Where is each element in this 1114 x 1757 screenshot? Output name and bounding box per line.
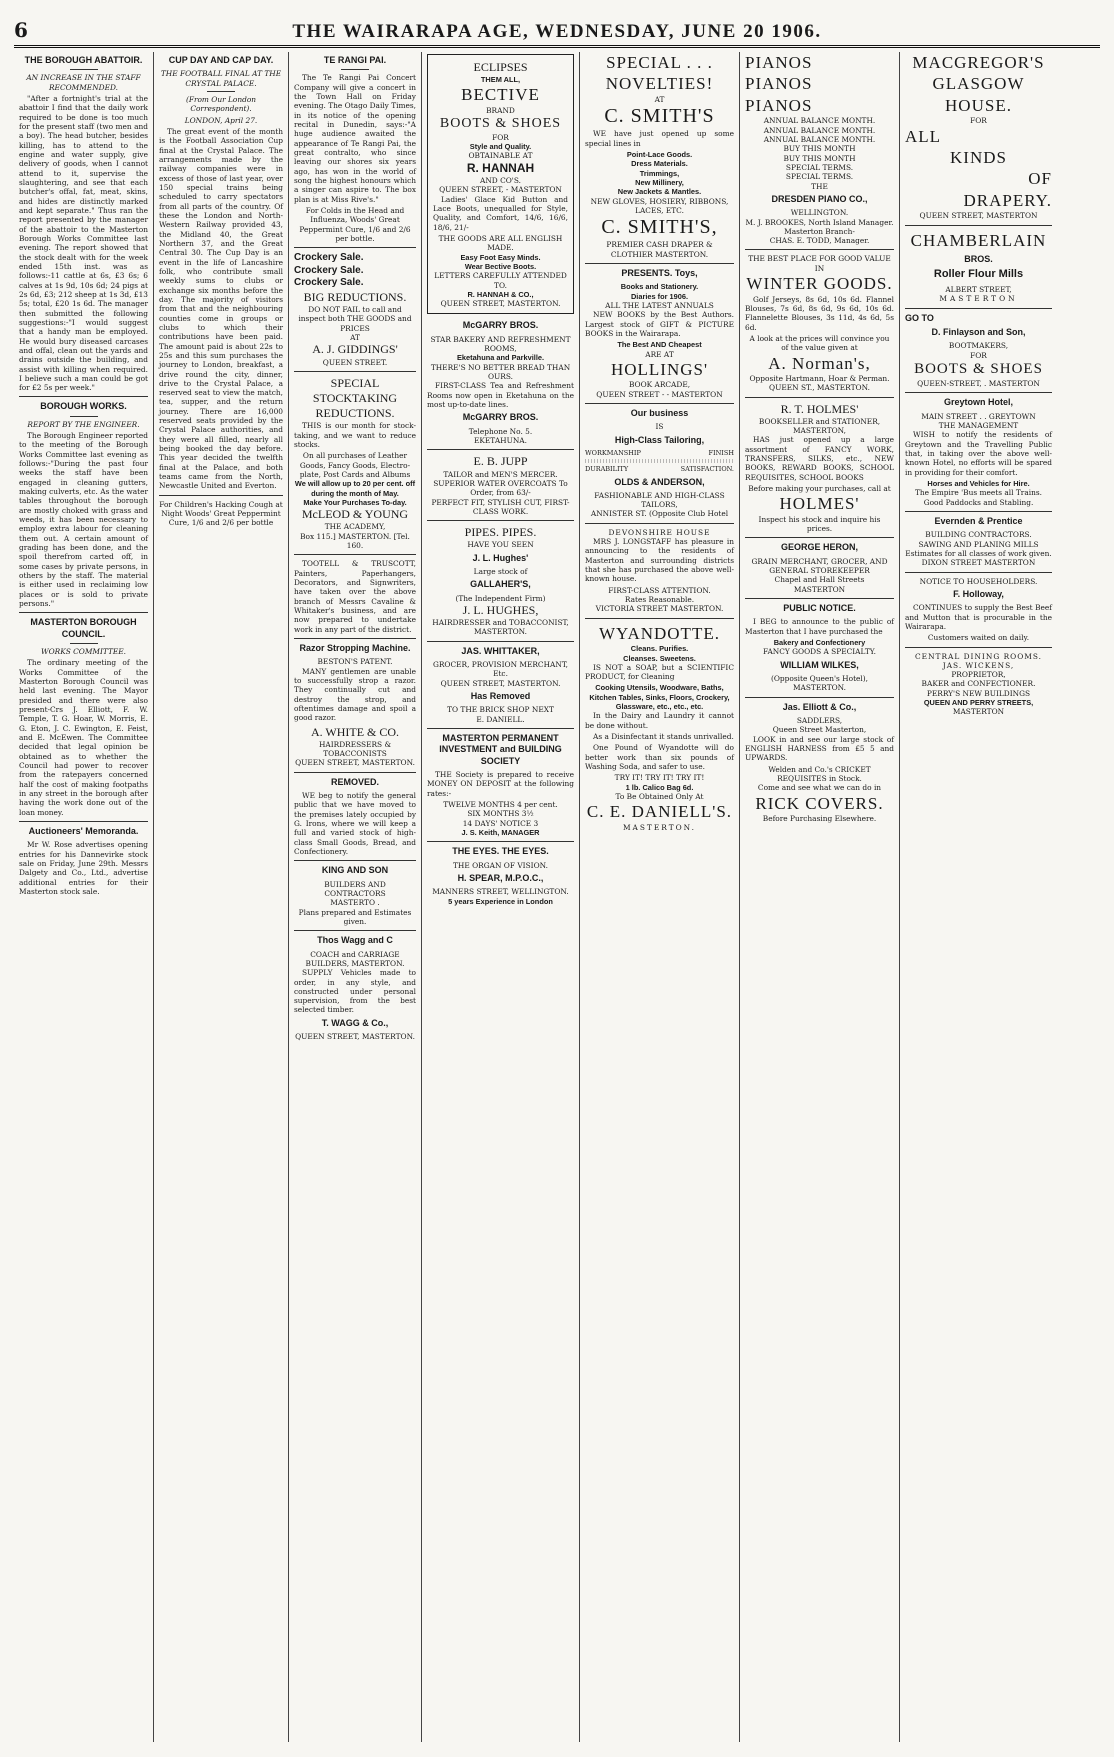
column-3 (289, 52, 422, 1742)
article-body: The great event of the month is the Football Association Cup final at the Crystal Palace. The arrangements made by the railway companies were in excess of those of last year, over 150 special trains being scheduled to carry spectators from all parts of the country. Of these the London and North-Western Railway provided 43, the Midland 40, the Great Northern 37, and the Great Central 30. The Cup Day is an event in the life of Lancashire folk, who contribute small weekly sums to clubs or exchange six months before the day. The majority of visitors from that and the neighbouring counties come in groups or clubs to which their contributions have been paid. The amount paid is about 22s to 25s and this sum purchases the journey to London, breakfast, a drive round the city, dinner, drive to the Crystal Palace, a reserved seat to view the match, tea, supper, and the return journey. There are 16,000 reserved seats provided by the Crystal Palace authorities, and they were all filled, nearly all being booked the day before. This year decided the twelfth final at the Palace, and both teams came from the North, Newcastle United and Everton. (159, 126, 283, 491)
advert-text: MANY gentlemen are unable to successfully strop a razor. They continually cut and destroy the strop, and oftentimes damage and spoil a good razor. (294, 666, 416, 723)
column-4 (422, 52, 580, 1742)
advert-text: ALL THE LATEST ANNUALS (605, 301, 714, 311)
advert-text: HAS just opened up a large assortment of FANCY WORK, TRANSFERS, SILKS, etc., NEW BOOKS, REWARD BOOKS, SCHOOL REQUISITES, SCHOOL BOOKS (745, 435, 894, 482)
eyes-heading: THE EYES. THE EYES. (452, 846, 549, 857)
advert-text: New Jackets & Mantles. (617, 187, 702, 197)
advert-text: BESTON'S PATENT. (317, 657, 393, 667)
advert-text: FANCY GOODS A SPECIALTY. (762, 647, 877, 657)
advert-text: THE ORGAN OF VISION. (453, 860, 548, 870)
advert-word: KINDS (950, 147, 1007, 167)
advert-text: THIS is our month for stock-taking, and we want to reduce stocks. (294, 421, 416, 449)
advert-text: SUPPLY Vehicles made to order, in any style, and constructed under personal supervision, from the best selected timber. (294, 968, 416, 1015)
advert-address: QUEEN STREET, MASTERTON. (295, 758, 415, 768)
stocktaking-heading: SPECIAL STOCKTAKING REDUCTIONS. (312, 375, 398, 421)
advert-text: BRAND (486, 105, 515, 115)
mcgarry-footer: McGARRY BROS. (462, 412, 539, 423)
public-notice: PUBLIC NOTICE. (783, 603, 856, 614)
advert-text: CHAS. E. TODD, Manager. (769, 236, 870, 246)
advert-address: QUEEN AND PERRY STREETS, (923, 698, 1034, 708)
heron-name: GEORGE HERON, (780, 542, 858, 553)
advert-text: J. S. Keith, MANAGER (461, 827, 540, 837)
advert-text: Ladies' Glace Kid Button and Lace Boots, unequalled for Style, Quality, and Comfort, 14/6, 16/6, 18/6, 21/- (433, 194, 568, 232)
advert-text: New Millinery, (635, 177, 684, 187)
advert-text: Telephone No. 5. (468, 426, 533, 436)
advert-text: Estimates for all classes of work given. (905, 548, 1052, 558)
article-byline: (From Our London Correspondent). (185, 94, 257, 114)
article-subheading: WORKS COMMITTEE. (40, 647, 127, 657)
advert-text: ANNUAL BALANCE MONTH. (763, 116, 876, 126)
advert-text: FOR (492, 132, 509, 142)
advert-text: ANNUAL BALANCE MONTH. (763, 125, 876, 135)
advert-text: PROPRIETOR, (951, 670, 1006, 680)
pianos-heading: PIANOS (745, 95, 813, 115)
article-body: "After a fortnight's trial at the abattoir I find that the daily work required to be done is too much for the present staff (two men and a boy). The head butcher, besides killing, has to attend to the engine and water supply, give delivery of goods, when I cannot attend to it, supervise the slaughtering, and see that each butcher's offal, fat, meat, skins, and hides are distinctly marked and kept separate." Thus ran the report presented by the manager of the abattoir to the Masterton Borough Works Committee last evening. The report showed that the stock dealt with for the week ended 15th inst. was as follows:-11 cattle at 6s, £3 6s; 6 calves at 1s 9d, 10s 6d; 24 pigs at 2s 6d, £3; 212 sheep at 1s 3d, £13 5s; total, £20 1s 6d. The manager then submitted the following suggestions:-"I would suggest that a handy man be employed. He would bury diseased carcases and offal, clean out the yards and drains outside the building, and assist with killing when required. I believe such a man could be got for £2 5s per week." (19, 93, 148, 393)
wilkes-name: WILLIAM WILKES, (780, 659, 859, 670)
hannah-name: R. HANNAH (466, 160, 535, 175)
pianos-heading: PIANOS (745, 53, 813, 72)
advert-text: Books and Stationery. (620, 282, 699, 292)
advert-tootell: TOOTELL & TRUSCOTT, Painters, Paperhangers, Decorators, and Signwriters, have taken over the above branch of Messrs Cavaline & Whitaker's business, and are now prepared to undertake work in any part of the district. (294, 559, 416, 634)
advert-text: HAIRDRESSERS & TOBACCONISTS (318, 739, 392, 758)
holmes-footer: HOLMES' (779, 494, 860, 514)
advert-address: EKETAHUNA. (473, 436, 527, 446)
advert-text: One Pound of Wyandotte will do better work than six pounds of Washing Soda, and safer to use. (585, 743, 734, 772)
advert-address: Queen Street Masterton, (772, 725, 867, 735)
advert-text: LETTERS CAREFULLY ATTENDED TO. (434, 271, 567, 290)
advert-text: Bakery and Confectionery (773, 638, 866, 647)
business-heading: Our business (630, 408, 689, 419)
roller-mills: Roller Flour Mills (933, 268, 1024, 281)
advert-text: BAKER and CONFECTIONER. (921, 679, 1036, 689)
advert-text: TRY IT! TRY IT! TRY IT! (614, 773, 705, 783)
advert-text: AT (654, 94, 665, 104)
advert-text: In the Dairy and Laundry it cannot be done without. (585, 711, 734, 730)
article-heading: TE RANGI PAI. (323, 55, 387, 65)
advert-text: NEW GLOVES, HOSIERY, RIBBONS, LACES, ETC. (590, 196, 729, 215)
boots-shoes-heading: BOOTS & SHOES (914, 361, 1043, 378)
advert-address: QUEEN ST., MASTERTON. (769, 383, 870, 393)
rick-covers: RICK COVERS. (755, 793, 884, 813)
advert-address: MAIN STREET . . GREYTOWN (921, 411, 1036, 421)
advert-text: Diaries for 1906. (630, 291, 689, 301)
column-1 (14, 52, 154, 1742)
rate-row: TWELVE MONTHS 4 per cent. (443, 799, 558, 809)
removed-heading: REMOVED. (330, 776, 379, 787)
finlayson-name: D. Finlayson and Son, (931, 327, 1026, 338)
crockery-sale: Crockery Sale. (294, 277, 364, 289)
advert-address: Chapel and Hall Streets (774, 575, 865, 585)
advert-text: Before Purchasing Elsewhere. (762, 814, 877, 823)
advert-text: We will allow up to 20 per cent. off during the month of May. (294, 479, 416, 498)
crockery-sale: Crockery Sale. (294, 252, 364, 264)
advert-text: BUY THIS MONTH (783, 144, 856, 154)
advert-text: JAS. WICKENS, (942, 660, 1015, 670)
jupp-name: E. B. JUPP (473, 454, 528, 469)
advert-text: Cleans. Purifies. (630, 644, 689, 654)
advert-word: ALL (905, 126, 942, 146)
elliott-name: Jas. Elliott & Co., (782, 701, 857, 712)
advert-text: WE have just opened up some special lines in (585, 129, 734, 148)
article-subheading: REPORT BY THE ENGINEER. (27, 419, 140, 429)
dresden-piano: DRESDEN PIANO CO., (771, 193, 868, 204)
advert-address: MASTERTON (793, 584, 846, 594)
whittaker-name: JAS. WHITTAKER, (461, 645, 540, 656)
advert-text: BOOTMAKERS, (948, 341, 1009, 351)
advert-text: I BEG to announce to the public of Masterton that I have purchased the (745, 617, 894, 636)
advert-address: MASTERTON. (622, 822, 697, 832)
advert-text: SAWING AND PLANING MILLS (918, 539, 1039, 549)
advert-address: ANNISTER ST. (Opposite Club Hotel (590, 509, 729, 519)
hughes-name: J. L. Hughes' (472, 552, 529, 563)
columns (14, 52, 1100, 1742)
advert-text: As a Disinfectant it stands unrivalled. (593, 732, 734, 742)
devonshire-heading: DEVONSHIRE HOUSE (608, 527, 711, 537)
mcleod-young: McLEOD & YOUNG (301, 507, 409, 522)
rate-row: 14 DAYS' NOTICE 3 (462, 818, 539, 828)
wagg-heading: Thos Wagg and C (317, 935, 393, 946)
advert-text: BOOKSELLER and STATIONER, (758, 416, 881, 426)
advert-address: ALBERT STREET, (945, 285, 1012, 295)
advert-text: THE ACADEMY, (324, 522, 386, 532)
advert-address: MASTERTON. (792, 683, 847, 693)
chamberlain-name: CHAMBERLAIN (910, 230, 1047, 250)
advert-text: Trimmings, (639, 168, 680, 178)
advert-text: Cooking Utensils, Woodware, Baths, Kitchen Tables, Sinks, Floors, Crockery, Glassware, etc., etc., etc. (589, 683, 730, 712)
advert-address: QUEEN STREET, MASTERTON. (295, 1032, 415, 1042)
advert-text: THE BEST PLACE FOR GOOD VALUE IN (748, 254, 891, 273)
advert-text: THE Society is prepared to receive MONEY ON DEPOSIT at the following rates:- (427, 769, 574, 798)
advert-address: QUEEN-STREET, . MASTERTON (917, 378, 1040, 388)
advert-text: GROCER, PROVISION MERCHANT, Etc. (432, 660, 569, 679)
advert-text: On all purchases of Leather Goods, Fancy Goods, Electro-plate, Post Cards and Albums (299, 451, 411, 479)
advert-text: BUILDING CONTRACTORS. (925, 530, 1032, 540)
advert-text: Before making your purchases, call at (748, 483, 891, 493)
gallaher-name: GALLAHER'S, (470, 579, 531, 590)
advert-text: SUPERIOR WATER OVERCOATS To Order, from 63/- (433, 478, 568, 498)
masthead (14, 18, 1100, 48)
white-co: A. WHITE & CO. (310, 724, 400, 739)
mcgarry-heading: McGARRY BROS. (462, 320, 539, 331)
article-heading: BOROUGH WORKS. (40, 401, 127, 412)
column-5 (580, 52, 740, 1742)
advert-text: BUILDERS AND CONTRACTORS (324, 879, 386, 898)
crockery-sale: Crockery Sale. (294, 264, 364, 276)
advert-text: WE beg to notify the general public that we have moved to the premises lately occupied by G. Irons, where we will keep a full and varied stock of high-class Small Goods, Bread, and Confectionery. (294, 790, 416, 856)
advert-text: ARE AT (645, 349, 674, 359)
advert-text: Easy Foot Easy Minds. (460, 252, 541, 262)
advert-text: Welden and Co.'s CRICKET REQUISITES in Stock. (768, 764, 871, 783)
pipes-heading: PIPES. PIPES. (464, 525, 537, 540)
advert-text: Golf Jerseys, 8s 6d, 10s 6d. Flannel Blouses, 7s 6d, 8s 6d, 9s 6d, 10s 6d. Flannelette Blouses, 3s 11d, 4s 6d, 5s 6d. (745, 294, 894, 332)
advert-text: To Be Obtained Only At (615, 792, 704, 802)
advert-text: BUY THIS MONTH (783, 153, 856, 163)
evernden-name: Evernden & Prentice (934, 515, 1023, 526)
bective-brand: BECTIVE (461, 85, 540, 105)
hughes-footer: J. L. HUGHES, (462, 602, 539, 617)
holmes-name: R. T. HOLMES' (780, 401, 859, 416)
advert-text: Inspect his stock and inquire his prices. (758, 514, 881, 534)
advert-text: OBTAINABLE AT (468, 151, 533, 161)
wagg-footer: T. WAGG & Co., (321, 1017, 389, 1028)
advert-text: (Opposite Queen's Hotel), (770, 673, 869, 683)
article-heading: MASTERTON BOROUGH COUNCIL. (30, 617, 137, 639)
advert-text: SATISFACTION. (680, 465, 734, 474)
article-body: The Borough Engineer reported to the meeting of the Borough Works Committee last evening as follows:-"During the past four weeks the staff have been engaged in cleaning gutters, making culverts, etc. As the water tables throughout the borough are mostly choked with grass and weeds, it has been necessary to employ extra labour for cleaning them out. A certain amount of grading has been done, and the spoil therefrom carted off, in some cases by private persons, in others by the staff. The material is either used in reclaiming low places or is sold to private persons." (19, 431, 148, 609)
advert-text: TO THE BRICK SHOP NEXT (447, 705, 554, 715)
advert-text: (The Independent Firm) (455, 593, 546, 603)
advert-address: MASTERTON. (473, 627, 528, 637)
article-body: The Te Rangi Pai Concert Company will give a concert in the Town Hall on Friday evening. The Otago Daily Times, in its notice of the opening recital in Dunedin, says:-"A huge audience awaited the appearance of Te Rangi Pai, the great contralto, who since leaving our shores six years ago, has won in the world of song the highest honours which a singer can aspire to. The box plan is at Miss Rive's." (294, 73, 417, 204)
column-6 (740, 52, 900, 1742)
article-heading: THE BOROUGH ABATTOIR. (24, 55, 143, 65)
macgregor-name: MACGREGOR'S (912, 53, 1045, 72)
advert-text: 5 years Experience in London (448, 896, 553, 906)
advert-text: NEW BOOKS by the Best Authors. Largest stock of GIFT & PICTURE BOOKS in the Wairarapa. (585, 310, 734, 339)
smith-footer: C. SMITH'S, (601, 216, 718, 239)
advert-text: Make Your Purchases To-day. (303, 497, 407, 507)
advert-address: QUEEN STREET. (322, 357, 388, 367)
advert-address: QUEEN STREET, - MASTERTON (439, 185, 562, 195)
boots-shoes: BOOTS & SHOES (439, 116, 562, 132)
advert-text: GENERAL STOREKEEPER (769, 566, 870, 576)
presents-heading: PRESENTS. Toys, (621, 268, 698, 279)
olds-anderson: OLDS & ANDERSON, (614, 476, 705, 487)
hollings-name: HOLLINGS' (610, 360, 709, 380)
advert-address: DIXON STREET MASTERTON (921, 558, 1036, 568)
daniell-name: C. E. DANIELL'S. (586, 802, 733, 822)
advert-address: WELLINGTON. (790, 208, 849, 218)
advert-peppermint: For Colds in the Head and Influenza, Woods' Great Peppermint Cure, 1/6 and 2/6 per bottle. (299, 205, 411, 243)
newspaper-title: THE WAIRARAPA AGE, WEDNESDAY, JUNE 20 1906. (292, 21, 822, 42)
column-7 (900, 52, 1057, 1742)
advert-text: SPECIAL TERMS. (785, 172, 854, 182)
holloway-name: F. Holloway, (953, 588, 1004, 599)
advert-text: CONTINUES to supply the Best Beef and Mutton that is procurable in the Wairarapa. (905, 603, 1052, 631)
advert-text: FOR (970, 350, 987, 360)
advert-text: Masterton Branch- (784, 226, 855, 236)
column-2 (154, 52, 289, 1742)
article-heading: CUP DAY AND CAP DAY. (168, 55, 274, 65)
advert-address: MASTERTON, (792, 426, 847, 436)
advert-text: Plans prepared and Estimates given. (298, 907, 412, 926)
norman-name: A. Norman's, (768, 353, 871, 373)
advert-address: QUEEN STREET, MASTERTON. (440, 678, 561, 688)
advert-text: THE GOODS ARE ALL ENGLISH MADE. (438, 233, 563, 253)
advert-text: THE MANAGEMENT (938, 420, 1019, 430)
advert-text: BROS. (964, 253, 993, 264)
advert-text: Opposite Hartmann, Hoar & Perman. (749, 373, 890, 383)
advert-text: HAIRDRESSER and TOBACCONIST, (432, 618, 569, 628)
advert-text: E. DANIELL. (476, 714, 525, 724)
advert-text: Point-Lace Goods. (626, 149, 693, 159)
advert-text: TAILOR and MEN'S MERCER. (443, 469, 558, 479)
advert-address: QUEEN STREET, MASTERTON. (440, 299, 561, 309)
advert-text: R. HANNAH & CO., (467, 289, 534, 299)
advert-text: THERE'S NO BETTER BREAD THAN OURS. (430, 362, 571, 382)
advert-text: M. J. BROOKES, North Island Manager. (745, 217, 894, 227)
advert-text: NOTICE TO HOUSEHOLDERS. (919, 576, 1038, 586)
advert-address: MASTERTON (952, 707, 1005, 717)
advert-address: MANNERS STREET, WELLINGTON. (432, 887, 569, 897)
advert-text: HAVE YOU SEEN (467, 540, 534, 550)
advert-text: Wear Bective Boots. (464, 261, 537, 271)
advert-text: Dress Materials. (631, 159, 688, 169)
advert-text: WORKMANSHIP (585, 449, 641, 458)
advert-text: MRS J. LONGSTAFF has pleasure in announcing to the residents of Masterton and surrounding districts that she has purchased the above well-known house. (585, 537, 734, 584)
advert-text: Rates Reasonable. (624, 595, 695, 605)
article-heading: Auctioneers' Memoranda. (28, 825, 139, 836)
article-dateline: LONDON, April 27. (184, 115, 258, 125)
advert-text: FIRST-CLASS Tea and Refreshment Rooms now open in Eketahuna on the most up-to-date lines. (427, 381, 574, 410)
advert-text: AT (350, 333, 360, 343)
page-number: 6 (14, 18, 28, 42)
advert-text: Come and see what we can do in (757, 783, 882, 793)
novelties-heading: NOVELTIES! (605, 74, 714, 94)
advert-address: QUEEN STREET, MASTERTON (919, 211, 1038, 221)
advert-text: ANNUAL BALANCE MONTH. (763, 134, 876, 144)
glasgow-heading: GLASGOW (932, 74, 1025, 94)
advert-text: IS (655, 422, 664, 432)
advert-text: COACH and CARRIAGE BUILDERS, MASTERTON. (305, 949, 405, 968)
advert-word: DRAPERY. (963, 190, 1052, 210)
advert-text: PERFECT FIT, STYLISH CUT, FIRST-CLASS WORK. (431, 497, 570, 516)
advert-text: IS NOT a SOAP, but a SCIENTIFIC PRODUCT, for Cleaning (585, 662, 734, 682)
advert-address: Box 115.] MASTERTON. [Tel. 160. (300, 531, 410, 550)
special-heading: SPECIAL . . . (606, 53, 713, 72)
advert-headline: ECLIPSES (473, 60, 528, 74)
king-son: KING AND SON (321, 865, 389, 876)
wyandotte-heading: WYANDOTTE. (599, 623, 720, 643)
spear-name: H. SPEAR, M.P.O.C., (457, 872, 544, 883)
article-body: The ordinary meeting of the Works Committee of the Masterton Borough Council was held last evening. The Mayor presided and there were also present-Crs J. Elliott, F. W. Temple, T. G. Hoar, W. Morris, E. G. Eton, J. C. Ewington, E. Feist, and E. McEwen. The Committee decided that legal opinion be obtained as to whether the Council had power to recover from the ratepayers concerned half the cost of making footpaths in any street in the borough after having the work done out of the loan money. (19, 658, 148, 817)
rate-row: SIX MONTHS 3½ (467, 809, 534, 819)
advert-text: BOOK ARCADE, (628, 380, 691, 390)
advert-text: LOOK in and see our large stock of ENGLISH HARNESS from £5 5 and UPWARDS. (745, 734, 894, 763)
advert-address: MASTERTON (939, 294, 1018, 304)
advert-text: Style and Quality. (469, 142, 532, 152)
advert-word: OF (1028, 169, 1052, 189)
advert-text: PREMIER CASH DRAPER & CLOTHIER MASTERTON. (606, 240, 713, 259)
advert-text: DO NOT FAIL to call and inspect both THE GOODS and PRICES (298, 305, 412, 333)
advert-text: GRAIN MERCHANT, GROCER, AND (751, 556, 888, 566)
advert-text: Horses and Vehicles for Hire. (927, 478, 1030, 488)
advert-cough-cure: For Children's Hacking Cough at Night Woods' Great Peppermint Cure, 1/6 and 2/6 per bottle (159, 499, 283, 528)
advert-text: The Empire 'Bus meets all Trains. Good Paddocks and Stabling. (914, 488, 1043, 507)
tailoring-heading: High-Class Tailoring, (614, 434, 705, 445)
advert-text: DURABILITY (585, 465, 629, 474)
advert-text: THE (811, 181, 828, 191)
advert-text: THEM ALL, (480, 75, 521, 85)
advert-text: Cleanses. Sweetens. (623, 653, 696, 663)
greytown-hotel: Greytown Hotel, (943, 397, 1013, 408)
razor-heading: Razor Stropping Machine. (299, 642, 411, 653)
article-body: Mr W. Rose advertises opening entries for his Dannevirke stock sale on Friday, June 29th. Messrs Dalgety and Co., Ltd., advertise additional entries for their Masterton stock sale. (19, 840, 148, 896)
central-dining: CENTRAL DINING ROOMS. (915, 651, 1042, 661)
advert-address: MASTERTO . (330, 898, 380, 908)
pianos-heading: PIANOS (745, 74, 813, 94)
house-heading: HOUSE. (945, 95, 1012, 115)
advert-text: PERRY'S NEW BUILDINGS (926, 688, 1031, 698)
advert-text: FIRST-CLASS ATTENTION. (608, 585, 711, 595)
advert-text: Large stock of (473, 566, 528, 576)
article-subheading: AN INCREASE IN THE STAFF RECOMMENDED. (26, 73, 141, 92)
advert-text: The Best AND Cheapest (617, 340, 702, 350)
winter-goods: WINTER GOODS. (746, 274, 893, 294)
advert-text: GO TO (905, 312, 934, 323)
advert-text: AND CO'S. (480, 175, 521, 185)
advert-text: A look at the prices will convince you of the value given at (749, 333, 890, 353)
advert-address: VICTORIA STREET MASTERTON. (595, 604, 724, 614)
advert-text: FASHIONABLE AND HIGH-CLASS TAILORS, (594, 490, 725, 510)
advert-text: 1 lb. Calico Bag 6d. (625, 782, 694, 792)
smith-name: C. SMITH'S (604, 105, 715, 128)
advert-text: Eketahuna and Parkville. (456, 353, 545, 363)
advert-text: FINISH (708, 449, 734, 458)
advert-text: Customers waited on daily. (927, 633, 1030, 643)
building-society: MASTERTON PERMANENT INVESTMENT and BUILDING SOCIETY (439, 732, 562, 766)
advert-text: SPECIAL TERMS. (785, 162, 854, 172)
article-subheading: THE FOOTBALL FINAL AT THE CRYSTAL PALACE. (160, 69, 282, 88)
advert-text: FOR (970, 116, 987, 126)
advert-text: STAR BAKERY AND REFRESHMENT ROOMS, (430, 334, 571, 354)
advert-text: WISH to notify the residents of Greytown and the Travelling Public that, in taking over the above well-known Hotel, no efforts will be spared in providing for their comfort. (905, 430, 1052, 477)
advert-bective (427, 54, 574, 314)
advert-text: SADDLERS, (796, 715, 843, 725)
giddings-name: A. J. GIDDINGS' (312, 342, 398, 357)
advert-address: QUEEN STREET - - MASTERTON (596, 389, 723, 399)
has-removed: Has Removed (470, 691, 531, 701)
big-reductions: BIG REDUCTIONS. (303, 290, 407, 305)
